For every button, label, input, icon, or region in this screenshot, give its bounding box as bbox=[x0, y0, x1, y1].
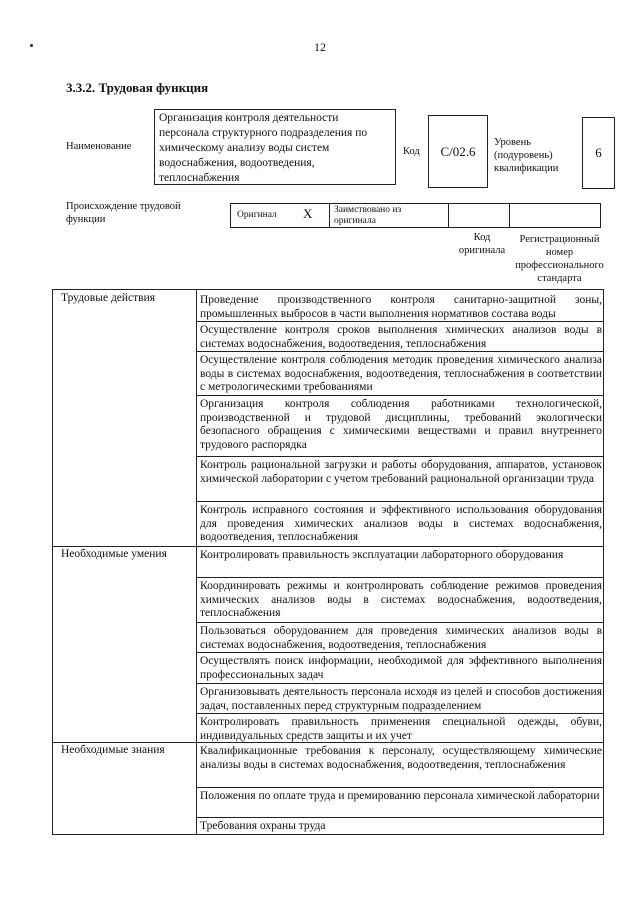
labor-actions-label: Трудовые действия bbox=[61, 292, 156, 304]
knowledge-item: Положения по оплате труда и премированию персонала химической лаборатории bbox=[200, 790, 600, 802]
functions-table bbox=[52, 289, 604, 835]
original-mark: X bbox=[303, 206, 313, 221]
labor-action-item: Контроль рациональной загрузки и работы оборудования, аппаратов, установок химической лаборатории с учетом требований рациональной организации труда bbox=[200, 459, 602, 485]
code-value-box bbox=[428, 115, 488, 188]
labor-action-item: Контроль исправного состояния и эффективного использования оборудования для проведения химических анализов воды в системах водоснабжения, водоотведения, теплоснабжения bbox=[200, 504, 602, 543]
skill-item: Координировать режимы и контролировать соблюдение режимов проведения химических анализов воды в системах водоснабжения, водоотведения, теплоснабжения bbox=[200, 580, 602, 619]
borrowed-cell bbox=[329, 203, 449, 228]
labor-action-item: Осуществление контроля соблюдения методик проведения химического анализа воды в системах водоснабжения, водоотведения, теплоснабжения в соответствии с метрологическими требованиями bbox=[200, 354, 602, 393]
page-number: 12 bbox=[314, 40, 326, 54]
row-divider bbox=[196, 817, 603, 818]
row-divider bbox=[196, 501, 603, 502]
code-original-caption: Код оригинала bbox=[458, 232, 506, 256]
row-divider bbox=[196, 713, 603, 714]
knowledge-item: Требования охраны труда bbox=[200, 820, 326, 832]
labor-action-item: Осуществление контроля сроков выполнения химических анализов воды в системах водоснабжения, водоотведения, теплоснабжения bbox=[200, 324, 602, 350]
labor-action-item: Организация контроля соблюдения работниками технологической, производственной и трудовой дисциплины, требований экологически безопасного обращения с химическими веществами и правил внутреннего трудового распорядка bbox=[200, 398, 602, 451]
skill-item: Пользоваться оборудованием для проведения химических анализов воды в системах водоснабжения, водоотведения, теплоснабжения bbox=[200, 625, 602, 651]
row-divider bbox=[196, 652, 603, 653]
row-divider bbox=[196, 351, 603, 352]
original-cell bbox=[230, 203, 330, 228]
section-title: 3.3.2. Трудовая функция bbox=[66, 80, 209, 95]
row-divider bbox=[196, 395, 603, 396]
row-divider bbox=[196, 787, 603, 788]
borrowed-label: Заимствовано из оригинала bbox=[334, 205, 402, 226]
reg-number-cell bbox=[509, 203, 601, 228]
skill-item: Осуществлять поиск информации, необходимой для эффективного выполнения профессиональных задач bbox=[200, 655, 602, 681]
code-label: Код bbox=[403, 146, 420, 157]
row-divider bbox=[196, 577, 603, 578]
level-value-box bbox=[582, 117, 615, 189]
skill-item: Контролировать правильность применения специальной одежды, обуви, индивидуальных средств защиты и их учет bbox=[200, 716, 602, 742]
row-divider bbox=[196, 683, 603, 684]
row-divider bbox=[196, 622, 603, 623]
original-label: Оригинал bbox=[237, 210, 277, 220]
code-value: C/02.6 bbox=[440, 143, 476, 159]
section-divider bbox=[53, 742, 603, 743]
level-value: 6 bbox=[595, 145, 602, 160]
knowledge-item: Квалификационные требования к персоналу, осуществляющему химические анализы воды в системах водоснабжения, водоотведения, теплоснабжения bbox=[200, 745, 602, 771]
skills-label: Необходимые умения bbox=[61, 548, 167, 560]
skill-item: Контролировать правильность эксплуатации лабораторного оборудования bbox=[200, 549, 564, 561]
labor-action-item: Проведение производственного контроля санитарно-защитной зоны, промышленных выбросов в части выполнения нормативов состава воды bbox=[200, 294, 602, 320]
scan-speck bbox=[30, 44, 33, 47]
row-divider bbox=[196, 321, 603, 322]
function-name-box: Организация контроля деятельности персонала структурного подразделения по химическому анализу воды систем водоснабжения, водоотведения, теплоснабжения bbox=[154, 109, 396, 185]
code-original-cell bbox=[448, 203, 510, 228]
knowledge-label: Необходимые знания bbox=[61, 744, 165, 756]
column-divider bbox=[196, 290, 197, 834]
skill-item: Организовывать деятельность персонала исходя из целей и способов достижения задач, поставленных перед структурным подразделением bbox=[200, 686, 602, 712]
level-label: Уровень (подуровень) квалификации bbox=[494, 137, 559, 174]
name-label: Наименование bbox=[66, 141, 132, 152]
row-divider bbox=[196, 456, 603, 457]
reg-number-caption: Регистрационный номер профессионального стандарта bbox=[515, 234, 604, 284]
section-divider bbox=[53, 546, 603, 547]
origin-label: Происхождение трудовой функции bbox=[66, 201, 181, 225]
